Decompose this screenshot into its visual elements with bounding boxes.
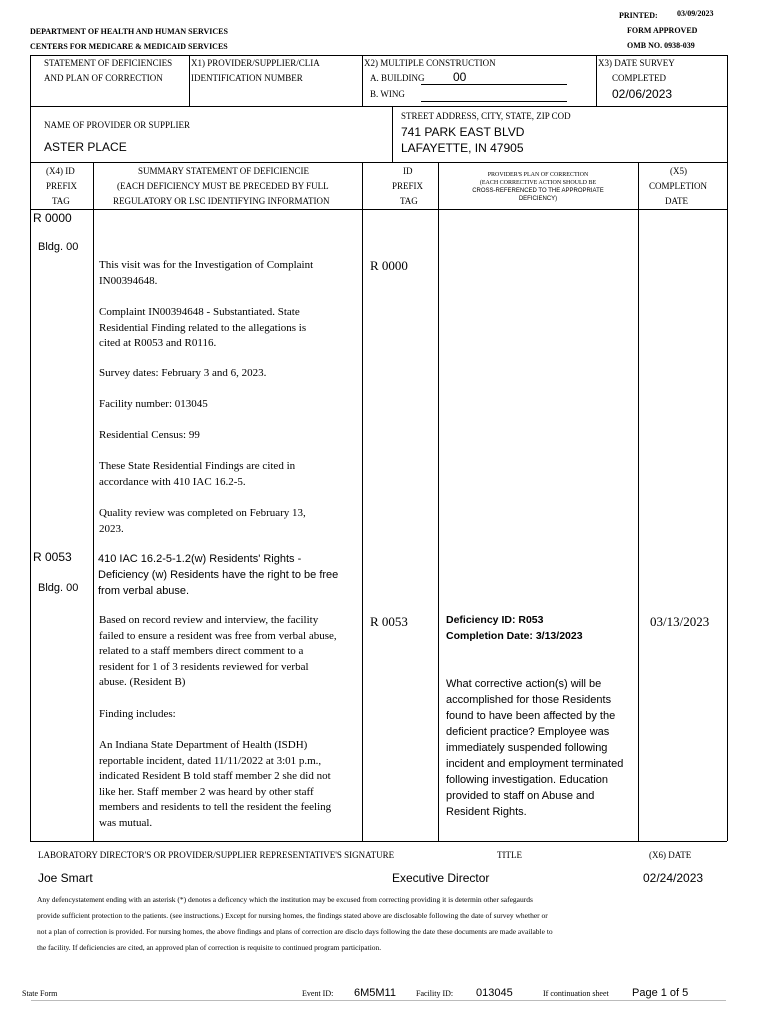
isdh-paragraph: An Indiana State Department of Health (ISDH) reportable incident, dated 11/11/2022 at 3:01 p.m., indicated Resident B told staff member 2 she did not like her. Staff member 2 was heard by other staff members and residents to tell the resident the feeling was mutual. [99, 739, 332, 829]
department-title: DEPARTMENT OF HEALTH AND HUMAN SERVICES [30, 27, 228, 36]
signature-title: Executive Director [392, 871, 490, 885]
deficiency-id: Deficiency ID: R053 [446, 614, 544, 626]
omb-number: OMB NO. 0938-039 [627, 41, 695, 50]
quality-review: Quality review was completed on February 13, 2023. [99, 507, 306, 535]
facility-number: Facility number: 013045 [99, 398, 208, 410]
disclaimer-text: Any defencystatement ending with an asterisk (*) denotes a deficency which the institution may be excused from correcting providing it is determin other safegaurds provide sufficient protection to the patients. (see instructions.) Except for nursing homes, the findings stated above are disclosable following the date of survey whether or not a plan of correction is provided. For nursing homes, the above findings and plans of correction are disclo days following the date these documents are made available to the facility. If deficiencies are cited, an approved plan of correction is requisite to continued program participation. [37, 895, 553, 952]
x5-header-1: (X5) [670, 166, 687, 176]
facility-id-value: 013045 [476, 987, 513, 999]
x4-header-3: TAG [52, 196, 70, 206]
address-label: STREET ADDRESS, CITY, STATE, ZIP COD [401, 111, 571, 121]
cms-title: CENTERS FOR MEDICARE & MEDICAID SERVICES [30, 42, 228, 51]
x4-header-2: PREFIX [46, 181, 78, 191]
id-header-1: ID [403, 166, 413, 176]
date-label: (X6) DATE [649, 850, 692, 860]
printed-date: 03/09/2023 [677, 9, 714, 18]
provider-label: NAME OF PROVIDER OR SUPPLIER [44, 120, 191, 130]
summary-header-1: SUMMARY STATEMENT OF DEFICIENCIE [138, 166, 310, 176]
statement-label-2: AND PLAN OF CORRECTION [44, 73, 163, 83]
continuation-label: If continuation sheet [543, 989, 609, 998]
x5-header-2: COMPLETION [649, 181, 707, 191]
plan-header-2: (EACH CORRECTIVE ACTION SHOULD BE [479, 180, 597, 186]
plan-header-1: PROVIDER'S PLAN OF CORRECTION [487, 172, 589, 178]
regulation-text: 410 IAC 16.2-5-1.2(w) Residents' Rights - Deficiency (w) Residents have the right to be free from verbal abuse. [98, 553, 339, 597]
wing-label: B. WING [370, 89, 405, 99]
summary-header-2: (EACH DEFICIENCY MUST BE PRECEDED BY FULL [117, 181, 329, 191]
intro-paragraph: This visit was for the Investigation of Complaint IN00394648. [99, 259, 314, 287]
survey-date-value: 02/06/2023 [612, 87, 673, 101]
event-id-label: Event ID: [302, 989, 334, 998]
building-label: A. BUILDING [370, 73, 425, 83]
complaint-paragraph: Complaint IN00394648 - Substantiated. State Residential Finding related to the allegations is cited at R0053 and R0116. [99, 306, 307, 349]
corrective-action-text: What corrective action(s) will be accomplished for those Residents found to have been affected by the deficient practice? Employee was immediately suspended following incident and employment terminated following investigation. Education provided to staff on Abuse and Resident Rights. [446, 678, 624, 818]
findings-cited: These State Residential Findings are cited in accordance with 410 IAC 16.2-5. [99, 460, 296, 488]
state-form-label: State Form [22, 989, 58, 998]
x3-label-2: COMPLETED [612, 73, 666, 83]
printed-label: PRINTED: [619, 11, 658, 20]
tag-r0000: R 0000 [33, 211, 72, 225]
bldg-label-1: Bldg. 00 [38, 241, 79, 253]
based-on-paragraph: Based on record review and interview, the facility failed to ensure a resident was free from verbal abuse, related to a staff members direct comment to a resident for 1 of 3 residents reviewed for verbal abuse. (Resident B) [99, 614, 337, 688]
title-label: TITLE [497, 850, 522, 860]
plan-header [440, 171, 636, 203]
x1-label-1: X1) PROVIDER/SUPPLIER/CLIA [191, 58, 320, 68]
signature-date: 02/24/2023 [643, 871, 704, 885]
x1-label-2: IDENTIFICATION NUMBER [191, 73, 303, 83]
signature-label: LABORATORY DIRECTOR'S OR PROVIDER/SUPPLIER REPRESENTATIVE'S SIGNATURE [38, 850, 395, 860]
tag-r0053: R 0053 [33, 550, 72, 564]
summary-header-3: REGULATORY OR LSC IDENTIFYING INFORMATION [113, 196, 330, 206]
plan-header-3: CROSS-REFERENCED TO THE APPROPRIATE [472, 188, 604, 194]
building-value: 00 [453, 70, 467, 84]
prefix-r0000: R 0000 [370, 258, 408, 273]
x5-completion-date: 03/13/2023 [650, 614, 710, 629]
finding-includes: Finding includes: [99, 708, 176, 720]
x5-header-3: DATE [665, 196, 688, 206]
completion-date-text: Completion Date: 3/13/2023 [446, 630, 583, 642]
prefix-r0053: R 0053 [370, 614, 408, 629]
signature-name: Joe Smart [38, 871, 93, 885]
statement-label-1: STATEMENT OF DEFICIENCIES [44, 58, 173, 68]
form-approved: FORM APPROVED [627, 26, 698, 35]
residential-census: Residential Census: 99 [99, 429, 200, 441]
event-id-value: 6M5M11 [354, 987, 396, 999]
facility-id-label: Facility ID: [416, 989, 454, 998]
x4-header-1: (X4) ID [46, 166, 75, 176]
plan-header-4: DEFICIENCY) [518, 196, 558, 202]
page-number: Page 1 of 5 [632, 987, 689, 999]
id-header-2: PREFIX [392, 181, 424, 191]
bldg-label-2: Bldg. 00 [38, 582, 79, 594]
id-header-3: TAG [400, 196, 418, 206]
x2-label: X2) MULTIPLE CONSTRUCTION [364, 58, 496, 68]
x3-label-1: X3) DATE SURVEY [598, 58, 675, 68]
survey-dates: Survey dates: February 3 and 6, 2023. [99, 367, 267, 379]
address-line-2: LAFAYETTE, IN 47905 [401, 141, 524, 155]
provider-name: ASTER PLACE [44, 140, 127, 154]
address-line-1: 741 PARK EAST BLVD [401, 125, 525, 139]
